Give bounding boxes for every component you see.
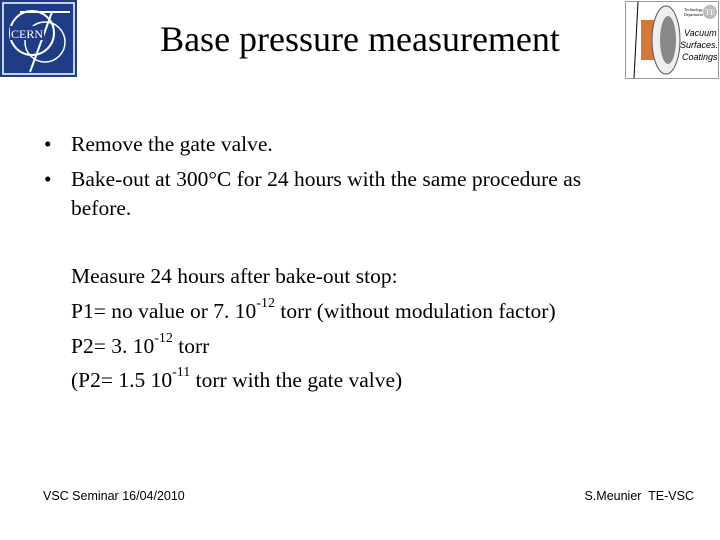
bullet-2-cont: before. xyxy=(71,196,132,220)
bullet-1: Remove the gate valve. xyxy=(71,132,273,156)
bullet-icon: • xyxy=(44,167,52,191)
svg-text:TE: TE xyxy=(705,8,715,17)
footer-right: S.Meunier TE-VSC xyxy=(584,489,694,503)
body-line-1: Measure 24 hours after bake-out stop: xyxy=(71,264,398,288)
bullet-icon: • xyxy=(44,132,52,156)
svg-text:Technology: Technology xyxy=(684,7,703,12)
svg-text:CERN: CERN xyxy=(10,27,44,41)
svg-text:Vacuum: Vacuum xyxy=(684,28,717,38)
body-line-3: P2= 3. $10^{-12}$ torr xyxy=(71,331,210,358)
footer-left: VSC Seminar 16/04/2010 xyxy=(43,489,185,503)
svg-text:Department: Department xyxy=(684,12,703,17)
body-line-2: P1= no value or 7. $10^{-12}$ torr (without modulation factor) xyxy=(71,296,556,323)
cern-logo xyxy=(0,0,77,77)
svg-text:Surfaces.: Surfaces. xyxy=(680,40,718,50)
slide-title: Base pressure measurement xyxy=(160,19,560,59)
body-line-4: (P2= 1.5 $10^{-11}$ torr with the gate valve) xyxy=(71,365,403,392)
svg-text:Coatings: Coatings xyxy=(682,52,718,62)
bullet-2: Bake-out at 300°C for 24 hours with the same procedure as xyxy=(71,167,582,191)
